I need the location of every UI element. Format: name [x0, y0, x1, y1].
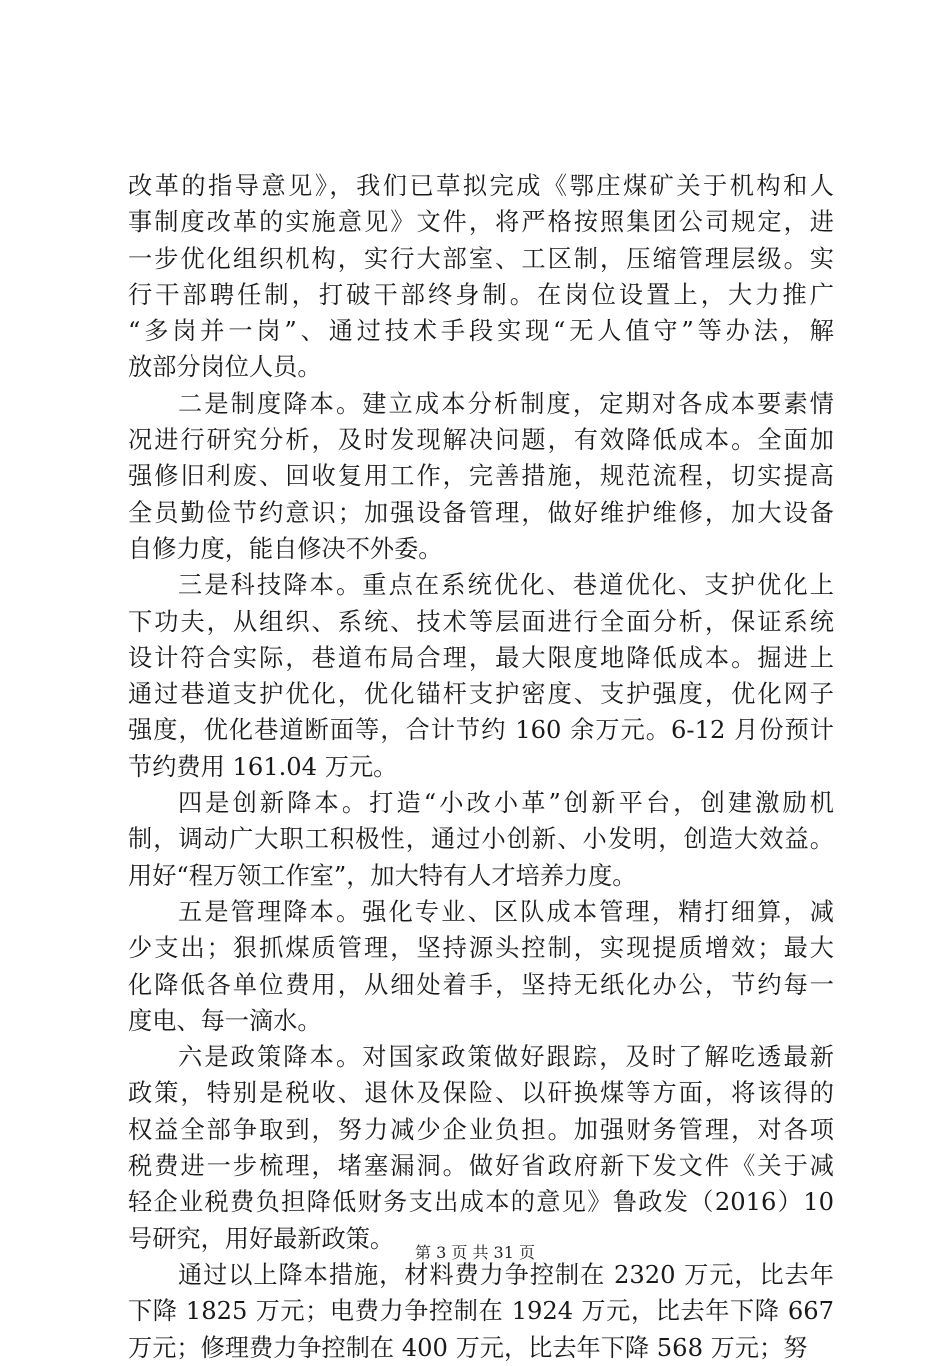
paragraph-line: 二是制度降本。建立成本分析制度，定期对各成本要素情 [178, 389, 834, 418]
paragraph-line: 一步优化组织机构，实行大部室、工区制，压缩管理层级。实 [128, 244, 834, 273]
paragraph-line: 少支出；狠抓煤质管理，坚持源头控制，实现提质增效；最大 [128, 934, 834, 963]
paragraph-line: 五是管理降本。强化专业、区队成本管理，精打细算，减 [178, 897, 834, 926]
paragraph-line: 改革的指导意见》，我们已草拟完成《鄂庄煤矿关于机构和人 [128, 172, 834, 200]
paragraph-line: 设计符合实际，巷道布局合理，最大限度地降低成本。掘进上 [128, 643, 834, 672]
paragraph-line: 节约费用 161.04 万元。 [128, 752, 398, 781]
paragraph-line: 政策，特别是税收、退休及保险、以矸换煤等方面，将该得的 [128, 1079, 834, 1108]
paragraph-line: 自修力度，能自修决不外委。 [128, 534, 443, 563]
paragraph [128, 894, 834, 1039]
paragraph-line: 下降 1825 万元；电费力争控制在 1924 万元，比去年下降 667 [128, 1297, 834, 1326]
paragraph-line: 放部分岗位人员。 [128, 353, 322, 382]
page-number-label: 第 3 页 共 31 页 [415, 1243, 535, 1262]
paragraph-line: 下功夫，从组织、系统、技术等层面进行全面分析，保证系统 [128, 607, 834, 636]
paragraph-line: 强度，优化巷道断面等，合计节约 160 余万元。6-12 月份预计 [128, 716, 834, 745]
paragraph-line: 化降低各单位费用，从细处着手，坚持无纸化办公，节约每一 [128, 970, 834, 999]
paragraph-line: 全员勤俭节约意识；加强设备管理，做好维护维修，加大设备 [128, 498, 834, 527]
paragraph-line: 万元；修理费力争控制在 400 万元，比去年下降 568 万元；努 [128, 1333, 808, 1362]
paragraph-line: 轻企业税费负担降低财务支出成本的意见》鲁政发（2016）10 [128, 1188, 834, 1217]
paragraph-line: 四是创新降本。打造“小改小革”创新平台，创建激励机 [178, 789, 834, 818]
paragraph-line: 三是科技降本。重点在系统优化、巷道优化、支护优化上 [178, 571, 834, 600]
paragraph-line: 号研究，用好最新政策。 [128, 1224, 395, 1253]
paragraph-line: 制，调动广大职工积极性，通过小创新、小发明，创造大效益。 [128, 825, 834, 854]
paragraph-line: 事制度改革的实施意见》文件，将严格按照集团公司规定，进 [128, 208, 834, 237]
paragraph-line: “多岗并一岗”、通过技术手段实现“无人值守”等办法，解 [128, 317, 834, 346]
paragraph [128, 567, 834, 785]
paragraph-line: 况进行研究分析，及时发现解决问题，有效降低成本。全面加 [128, 426, 834, 455]
paragraph-line: 税费进一步梳理，堵塞漏洞。做好省政府新下发文件《关于减 [128, 1152, 834, 1181]
paragraph [128, 168, 834, 386]
paragraph-line: 通过巷道支护优化，优化锚杆支护密度、支护强度，优化网子 [128, 680, 834, 709]
page-footer [0, 1240, 950, 1263]
paragraph-line: 强修旧利废、回收复用工作，完善措施，规范流程，切实提高 [128, 462, 834, 491]
paragraph [128, 1039, 834, 1257]
paragraph-line: 权益全部争取到，努力减少企业负担。加强财务管理，对各项 [128, 1115, 834, 1144]
paragraph [128, 1257, 834, 1366]
document-body [128, 168, 834, 1366]
paragraph-line: 行干部聘任制，打破干部终身制。在岗位设置上，大力推广 [128, 280, 834, 309]
paragraph [128, 785, 834, 894]
paragraph-line: 用好“程万领工作室”，加大特有人才培养力度。 [128, 861, 637, 890]
paragraph-line: 六是政策降本。对国家政策做好跟踪，及时了解吃透最新 [178, 1043, 834, 1072]
paragraph [128, 386, 834, 567]
paragraph-line: 通过以上降本措施，材料费力争控制在 2320 万元，比去年 [178, 1260, 834, 1289]
paragraph-line: 度电、每一滴水。 [128, 1006, 322, 1035]
